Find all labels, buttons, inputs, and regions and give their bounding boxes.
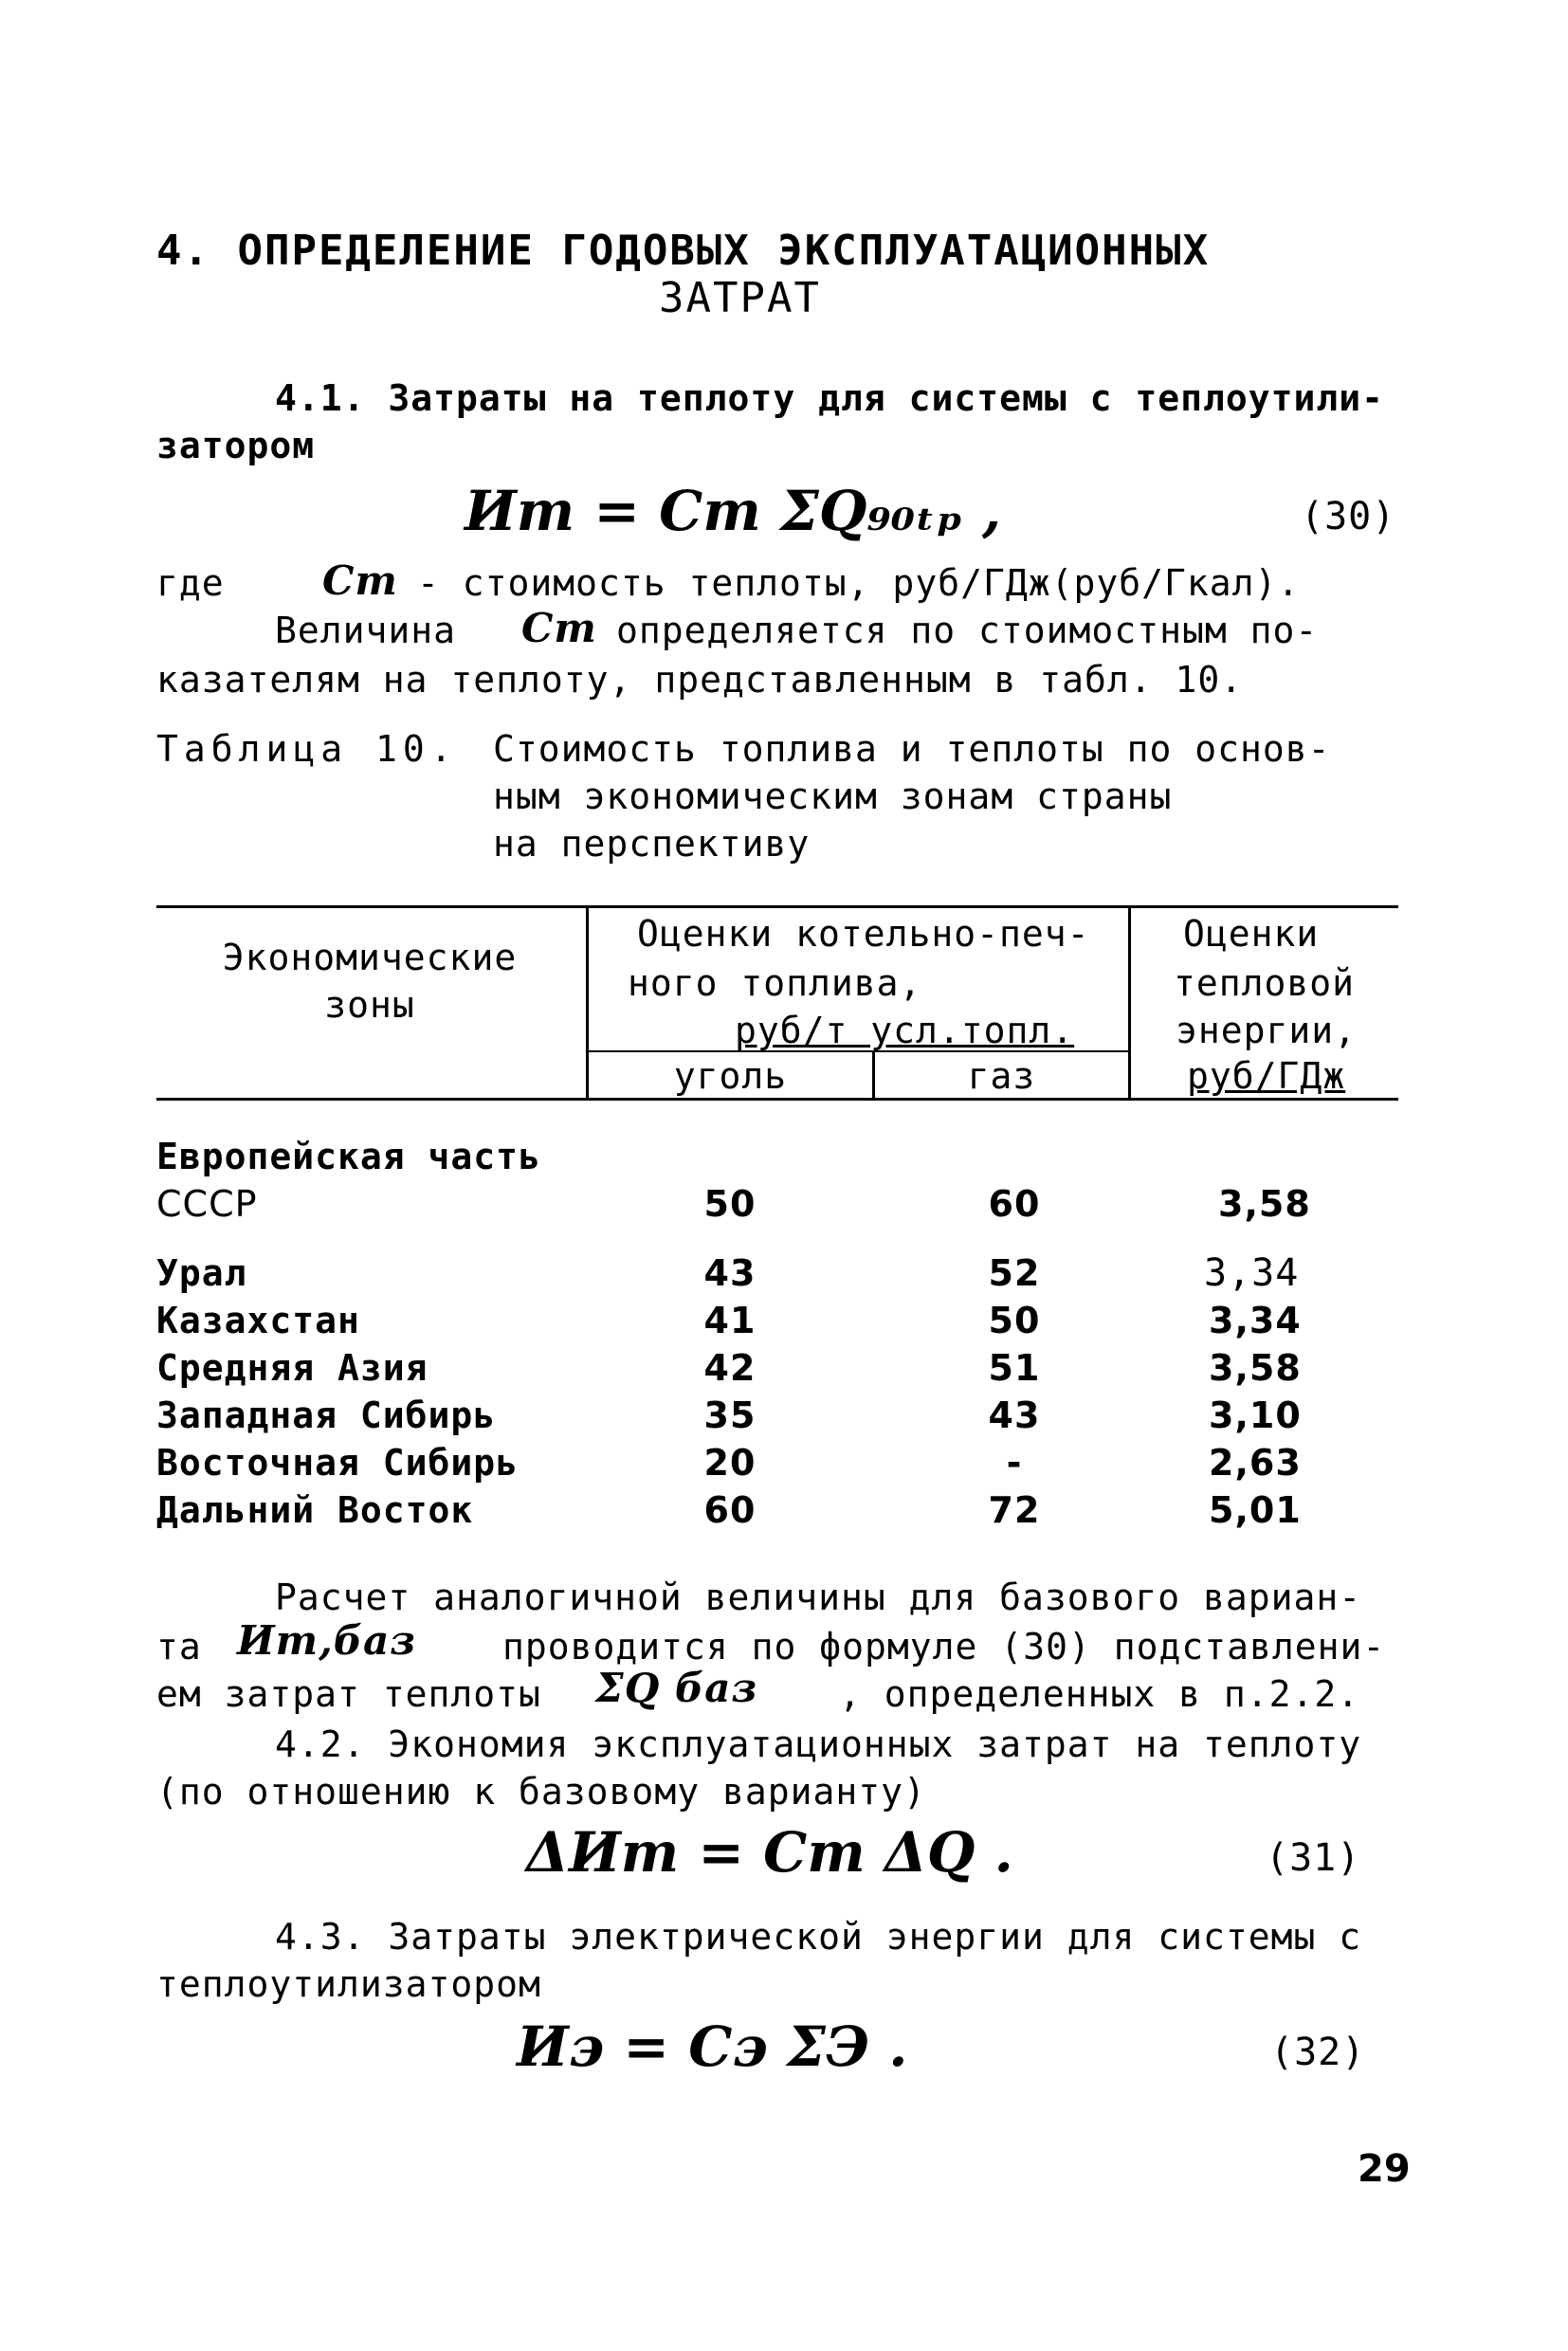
where-text: - стоимость теплоты, руб/ГДж(руб/Гкал). — [417, 562, 1301, 604]
row-6-coal: 60 — [703, 1489, 757, 1531]
row-4-heat: 3,10 — [1209, 1394, 1302, 1436]
sec43-line1: 4.3. Затраты электрической энергии для системы с — [275, 1916, 1362, 1958]
para1-line1b: определяется по стоимостным по- — [616, 610, 1319, 651]
row-1-heat: 3,34 — [1204, 1251, 1300, 1295]
header-heat-l1: Оценки — [1183, 913, 1320, 955]
table-caption-label: Таблица 10. — [156, 728, 458, 770]
row-6-zone: Дальний Восток — [156, 1489, 474, 1531]
row-0-gas: 60 — [988, 1183, 1041, 1225]
equation-number-31: (31) — [1266, 1836, 1361, 1880]
row-6-heat: 5,01 — [1209, 1489, 1302, 1531]
para2-symbol-q-baz: ΣQ баз — [595, 1665, 758, 1711]
para1-line2: казателям на теплоту, представленным в табл. 10. — [156, 659, 1244, 701]
formula-31: ΔИт = Ст ΔQ . — [526, 1820, 1013, 1885]
row-5-gas: - — [1006, 1442, 1023, 1484]
row-6-gas: 72 — [988, 1489, 1041, 1531]
sec42-line2: (по отношению к базовому варианту) — [156, 1771, 926, 1813]
header-heat-l2: тепловой — [1174, 962, 1356, 1004]
para1-line1a: Величина — [275, 610, 457, 651]
row-3-zone: Средняя Азия — [156, 1347, 428, 1389]
header-gas: газ — [967, 1055, 1036, 1097]
row-4-zone: Западная Сибирь — [156, 1394, 497, 1436]
section-heading-line1: 4. ОПРЕДЕЛЕНИЕ ГОДОВЫХ ЭКСПЛУАТАЦИОННЫХ — [156, 227, 1211, 275]
header-heat-l4: руб/ГДж — [1187, 1055, 1346, 1097]
sec41-line2: затором — [156, 425, 316, 466]
row-1-gas: 52 — [988, 1252, 1041, 1294]
table-vrule-2 — [1128, 905, 1131, 1100]
table-top-rule — [156, 905, 1398, 908]
header-fuel-l3: руб/т усл.топл. — [735, 1010, 1075, 1051]
row-3-heat: 3,58 — [1209, 1347, 1302, 1389]
row-4-gas: 43 — [988, 1394, 1041, 1436]
header-zones-l1: Экономические — [222, 937, 518, 978]
row-1-coal: 43 — [703, 1252, 757, 1294]
header-fuel-l1: Оценки котельно-печ- — [637, 913, 1090, 955]
row-5-zone: Восточная Сибирь — [156, 1442, 520, 1484]
formula-30: Ит = Ст ΣQ₉₀ₜₚ , — [465, 479, 1002, 543]
para2-line1: Расчет аналогичной величины для базового вариан- — [275, 1576, 1362, 1618]
para2-line2a: та — [156, 1626, 202, 1668]
row-0-heat: 3,58 — [1218, 1183, 1311, 1225]
sec42-line1: 4.2. Экономия эксплуатационных затрат на теплоту — [275, 1723, 1362, 1765]
row-0-coal: 50 — [703, 1183, 757, 1225]
table-caption-line2: ным экономическим зонам страны — [493, 775, 1173, 817]
row-1-zone: Урал — [156, 1252, 247, 1294]
para1-symbol: Ст — [521, 605, 597, 651]
table-caption-line3: на перспективу — [493, 823, 811, 865]
sec43-line2: теплоутилизатором — [156, 1963, 541, 2005]
para2-line3a: ем затрат теплоты — [156, 1673, 541, 1715]
row-2-gas: 50 — [988, 1300, 1041, 1341]
para2-line3b: , определенных в п.2.2. — [839, 1673, 1360, 1715]
equation-number-32: (32) — [1270, 2031, 1366, 2074]
header-coal: уголь — [673, 1055, 788, 1097]
table-caption-line1: Стоимость топлива и теплоты по основ- — [493, 728, 1331, 770]
para2-symbol-it-baz: Ит,баз — [237, 1617, 417, 1664]
row-0-zone-l2: СССР — [156, 1183, 258, 1225]
row-3-gas: 51 — [988, 1347, 1041, 1389]
row-2-zone: Казахстан — [156, 1300, 360, 1341]
where-word: где — [156, 562, 225, 604]
header-fuel-l2: ного топлива, — [628, 962, 922, 1004]
formula-32: Иэ = Сэ ΣЭ . — [517, 2014, 908, 2079]
equation-number-30: (30) — [1301, 495, 1396, 538]
row-3-coal: 42 — [703, 1347, 757, 1389]
row-2-coal: 41 — [703, 1300, 757, 1341]
header-zones-l2: зоны — [324, 984, 415, 1026]
symbol-ct: Ст — [322, 557, 398, 604]
sec41-line1: 4.1. Затраты на теплоту для системы с теплоутили- — [275, 377, 1385, 419]
para2-line2b: проводится по формуле (30) подставлени- — [502, 1626, 1386, 1668]
header-heat-l3: энергии, — [1176, 1010, 1358, 1051]
row-5-heat: 2,63 — [1209, 1442, 1302, 1484]
row-5-coal: 20 — [703, 1442, 757, 1484]
section-heading-line2: ЗАТРАТ — [659, 274, 821, 322]
page-number: 29 — [1358, 2147, 1411, 2191]
row-4-coal: 35 — [703, 1394, 757, 1436]
row-0-zone-l1: Европейская часть — [156, 1136, 541, 1177]
row-2-heat: 3,34 — [1209, 1300, 1302, 1341]
